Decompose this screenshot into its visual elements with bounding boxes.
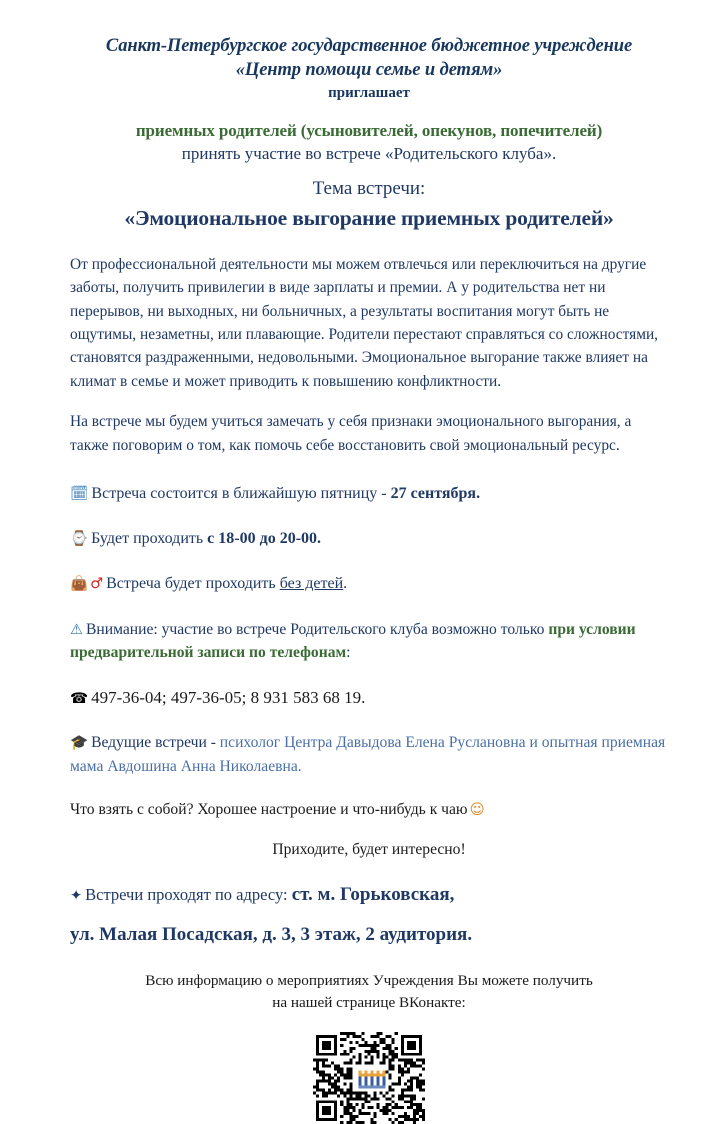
theme-title: «Эмоциональное выгорание приемных родителей» [124, 205, 614, 230]
qr-code-canvas[interactable] [313, 1032, 425, 1124]
paragraph-intro: От профессиональной деятельности мы можем отвлечься или переключиться на другие заботы, получить привилегии в виде зарплаты и премии. А у родительства нет ни перерывов, ни выходных, ни больничных, а результаты воспитания могут быть не ощутимы, незаметны, или плавающие. Родители перестают справляться со сложностями, становятся раздраженными, недовольными. Эмоциональное выгорание также влияет на климат в семье и может приводить к повышению конфликтности. [70, 255, 659, 390]
bring-text: Что взять с собой? Хорошее настроение и что-нибудь к чаю [70, 800, 468, 818]
kids-suffix: . [343, 575, 348, 593]
time-prefix: Будет проходить [91, 530, 208, 548]
warning-suffix: : [346, 644, 351, 662]
audience-line: приемных родителей (усыновителей, опекунов, попечителей) [135, 120, 603, 140]
detail-row-no-children [70, 572, 668, 595]
purse-icon: 👜 [70, 576, 89, 593]
address-prefix: Встречи проходят по адресу: [85, 885, 292, 905]
detail-row-bring [70, 799, 668, 822]
phone-numbers[interactable]: 497-36-04; 497-36-05; 8 931 583 68 19. [91, 687, 366, 707]
organization-title-line2: «Центр помощи семье и детям» [235, 60, 503, 81]
participate-line: принять участие во встрече «Родительского клуба». [181, 143, 557, 163]
organization-title [70, 34, 668, 83]
date-value: 27 сентября. [390, 485, 481, 503]
kids-prefix: Встреча будет проходить [106, 575, 280, 593]
kids-underlined: без детей [279, 575, 344, 593]
invites-label: приглашает [328, 84, 410, 101]
qr-code[interactable] [313, 1032, 425, 1124]
organization-title-line1: Санкт-Петербургское государственное бюджетное учреждение [105, 36, 633, 56]
theme-label: Тема встречи: [312, 177, 426, 199]
detail-row-address-line2: ул. Малая Посадская, д. 3, 3 этаж, 2 аудитория. [70, 923, 473, 945]
warning-highlight: при условии предварительной записи по телефонам [70, 620, 636, 662]
phone-icon: ☎ [70, 690, 89, 707]
hosts-prefix: Ведущие встречи - [91, 734, 220, 752]
calendar-icon: 🗓 [70, 486, 89, 503]
footer-line2: на нашей странице ВКонакте: [272, 993, 466, 1011]
footer-text [70, 970, 668, 1014]
address-metro: ст. м. Горьковская, [291, 884, 455, 906]
hosts-names: психолог Центра Давыдова Елена Руслановна и опытная приемная мама Авдошина Анна Николаевна. [70, 734, 666, 776]
detail-row-hosts [70, 731, 668, 778]
detail-row-time [70, 527, 668, 550]
detail-row-address-line1 [70, 881, 668, 909]
sparkles-icon: ✦ [70, 888, 83, 905]
paragraph-learn: На встрече мы будем учиться замечать у себя признаки эмоционального выгорания, а также поговорим о том, как помочь себе восстановить свой эмоциональный ресурс. [70, 413, 632, 454]
male-sign-icon: ♂ [90, 576, 104, 593]
warning-prefix: Внимание: участие во встрече Родительского клуба возможно только [86, 620, 549, 638]
come-invitation: Приходите, будет интересно! [272, 841, 466, 859]
warning-icon: ⚠ [70, 621, 83, 638]
detail-row-date [70, 482, 668, 505]
watch-icon: ⌚ [70, 531, 89, 548]
detail-row-warning [70, 618, 668, 665]
time-value: с 18-00 до 20-00. [207, 530, 322, 548]
date-prefix: Встреча состоится в ближайшую пятницу - [91, 485, 391, 503]
smiley-icon: ☺ [469, 801, 485, 818]
graduation-cap-icon: 🎓 [70, 735, 89, 752]
detail-row-phones [70, 686, 668, 711]
footer-line1: Всю информацию о мероприятиях Учреждения Вы можете получить [145, 971, 593, 989]
